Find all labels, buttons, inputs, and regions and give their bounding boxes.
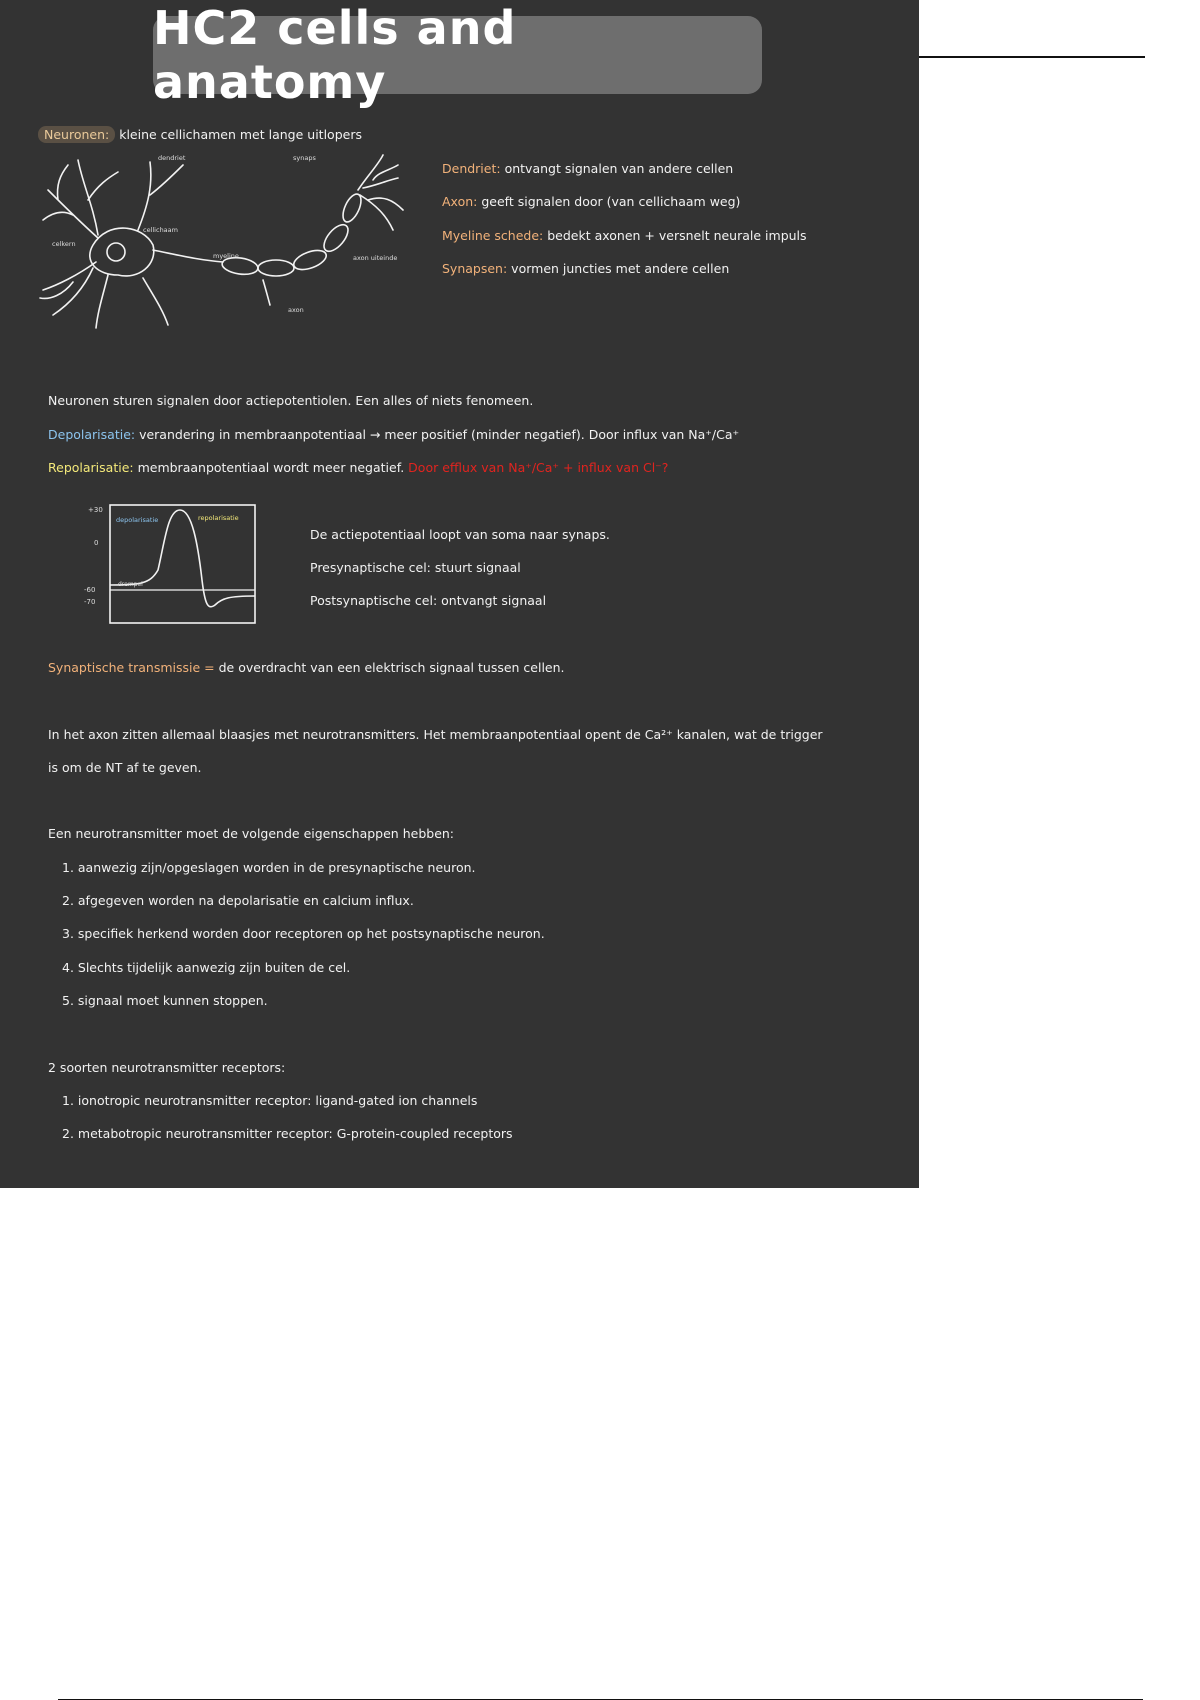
- depolarisatie-text: verandering in membraanpotentiaal → meer positief (minder negatief). Door influx van Na⁺/Ca⁺: [139, 427, 740, 442]
- label-myeline: myeline: [213, 252, 239, 260]
- neurons-intro: [38, 127, 362, 143]
- def-dendriet: [442, 161, 733, 177]
- synaptic-term: Synaptische transmissie =: [48, 660, 215, 675]
- nt-property-5: 5. signaal moet kunnen stoppen.: [62, 993, 268, 1008]
- page-rule-top: [919, 56, 1145, 58]
- depolarisatie-term: Depolarisatie:: [48, 427, 136, 442]
- axon-paragraph-2: is om de NT af te geven.: [48, 760, 202, 775]
- ap-curve: [110, 510, 255, 607]
- repolarisatie-text: membraanpotentiaal wordt meer negatief.: [137, 460, 405, 475]
- synaptic-text: de overdracht van een elektrisch signaal tussen cellen.: [218, 660, 565, 675]
- nt-property-1: 1. aanwezig zijn/opgeslagen worden in de presynaptische neuron.: [62, 860, 476, 875]
- repolarisatie-term: Repolarisatie:: [48, 460, 134, 475]
- nucleus: [107, 243, 125, 261]
- dendrites-right: [138, 162, 183, 325]
- repolarisatie-red-text: Door efflux van Na⁺/Ca⁺ + influx van Cl⁻?: [408, 460, 669, 475]
- synaptic-line: [48, 660, 565, 676]
- axon-paragraph-1: In het axon zitten allemaal blaasjes met neurotransmitters. Het membraanpotentiaal opent de Ca²⁺ kanalen, wat de trigger: [48, 727, 823, 742]
- def-dendriet-text: ontvangt signalen van andere cellen: [504, 161, 734, 176]
- myelin-4: [320, 221, 353, 256]
- def-axon: [442, 194, 740, 210]
- myelin-2: [258, 260, 294, 276]
- neurons-text: kleine cellichamen met lange uitlopers: [119, 127, 362, 142]
- neuron-diagram: [38, 150, 418, 335]
- ap-note-2: Presynaptische cel: stuurt signaal: [310, 560, 521, 575]
- y-label-0: 0: [94, 539, 99, 547]
- action-potential-graph: [80, 500, 260, 630]
- repolarisatie-line: [48, 460, 668, 476]
- def-myeline-term: Myeline schede:: [442, 228, 544, 243]
- axon-pointer: [263, 280, 270, 305]
- def-synapsen-term: Synapsen:: [442, 261, 508, 276]
- def-dendriet-term: Dendriet:: [442, 161, 501, 176]
- title-banner: [153, 1, 762, 109]
- def-myeline: [442, 228, 807, 244]
- ap-note-1: De actiepotentiaal loopt van soma naar synaps.: [310, 527, 610, 542]
- depolarisatie-line: [48, 427, 739, 443]
- myelin-3: [291, 247, 328, 274]
- y-label-minus60: -60: [84, 586, 96, 594]
- drempel-label: drempel: [118, 581, 143, 588]
- label-synaps: synaps: [293, 154, 316, 162]
- dendrites-left-bottom: [40, 262, 108, 328]
- y-label-minus70: -70: [84, 598, 96, 606]
- page-title: HC2 cells and anatomy: [153, 1, 517, 109]
- dendrites-left-top: [43, 160, 118, 238]
- def-synapsen: [442, 261, 729, 277]
- label-celkern: celkern: [52, 240, 76, 248]
- def-axon-term: Axon:: [442, 194, 478, 209]
- action-potential-line: Neuronen sturen signalen door actiepotentiolen. Een alles of niets fenomeen.: [48, 393, 534, 408]
- label-axon-uiteinde: axon uiteinde: [353, 254, 398, 262]
- label-dendriet: dendriet: [158, 154, 186, 162]
- y-label-plus30: +30: [88, 506, 103, 514]
- repolarisatie-graph-label: repolarisatie: [198, 514, 239, 522]
- soma-outline: [90, 228, 154, 276]
- def-myeline-text: bedekt axonen + versnelt neurale impuls: [547, 228, 807, 243]
- label-axon: axon: [288, 306, 304, 314]
- ap-note-3: Postsynaptische cel: ontvangt signaal: [310, 593, 547, 608]
- def-axon-text: geeft signalen door (van cellichaam weg): [481, 194, 741, 209]
- receptor-intro: 2 soorten neurotransmitter receptors:: [48, 1060, 286, 1075]
- label-cellichaam: cellichaam: [143, 226, 178, 234]
- depolarisatie-graph-label: depolarisatie: [116, 516, 159, 524]
- neurons-term: Neuronen:: [38, 126, 115, 143]
- def-synapsen-text: vormen juncties met andere cellen: [511, 261, 730, 276]
- nt-intro: Een neurotransmitter moet de volgende eigenschappen hebben:: [48, 826, 455, 841]
- receptor-2: 2. metabotropic neurotransmitter receptor: G-protein-coupled receptors: [62, 1126, 513, 1141]
- nt-property-4: 4. Slechts tijdelijk aanwezig zijn buiten de cel.: [62, 960, 351, 975]
- nt-property-3: 3. specifiek herkend worden door receptoren op het postsynaptische neuron.: [62, 926, 545, 941]
- axon-terminals: [358, 155, 403, 230]
- nt-property-2: 2. afgegeven worden na depolarisatie en calcium influx.: [62, 893, 414, 908]
- receptor-1: 1. ionotropic neurotransmitter receptor: ligand-gated ion channels: [62, 1093, 478, 1108]
